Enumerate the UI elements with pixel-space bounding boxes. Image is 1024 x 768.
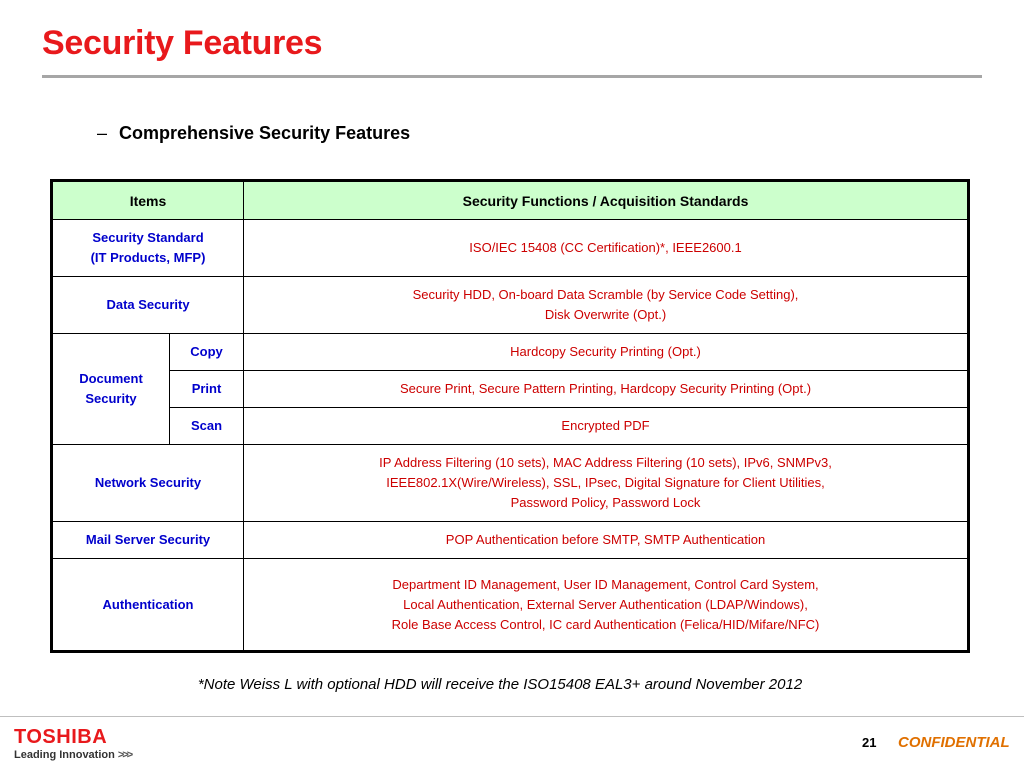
toshiba-logo	[14, 726, 154, 764]
table-row	[52, 220, 969, 277]
item-line: Mail Server Security	[85, 532, 211, 547]
item-line: Security	[85, 391, 137, 406]
item-document-security	[52, 334, 170, 445]
item-line: Authentication	[102, 596, 194, 612]
item-line: (IT Products, MFP)	[90, 250, 206, 265]
slide-title: Security Features	[42, 24, 323, 62]
title-divider	[42, 75, 982, 78]
item-line: Document	[79, 371, 143, 386]
item-authentication	[52, 559, 244, 652]
functions-security-standard	[244, 220, 969, 277]
function-line: Password Policy, Password Lock	[510, 495, 701, 510]
footnote: *Note Weiss L with optional HDD will receive the ISO15408 EAL3+ around November 2012	[197, 676, 803, 693]
item-security-standard	[52, 220, 244, 277]
table-row	[52, 334, 969, 371]
subitem-copy: Copy	[170, 334, 244, 371]
subitem-scan: Scan	[170, 408, 244, 445]
footer-divider	[0, 716, 1024, 717]
subitem-print: Print	[170, 371, 244, 408]
item-line: Data Security	[106, 297, 190, 312]
item-line: Security Standard	[92, 230, 204, 245]
table-row	[52, 408, 969, 445]
item-line: Network Security	[94, 475, 202, 490]
table-row	[52, 277, 969, 334]
functions-authentication	[244, 559, 969, 652]
functions-copy: Hardcopy Security Printing (Opt.)	[244, 334, 969, 371]
logo-tagline-text: Leading Innovation	[14, 749, 115, 761]
function-line: ISO/IEC 15408 (CC Certification)*, IEEE2600.1	[469, 240, 742, 255]
security-features-table	[50, 179, 970, 653]
logo-tagline	[14, 748, 154, 762]
header-functions: Security Functions / Acquisition Standards	[244, 181, 969, 220]
function-line: IEEE802.1X(Wire/Wireless), SSL, IPsec, Digital Signature for Client Utilities,	[386, 475, 825, 490]
chevrons-icon: >>>	[117, 749, 132, 761]
confidential-label: CONFIDENTIAL	[898, 734, 1010, 751]
function-line: Role Base Access Control, IC card Authentication (Felica/HID/Mifare/NFC)	[391, 616, 820, 632]
functions-mail-server-security	[244, 522, 969, 559]
function-line: IP Address Filtering (10 sets), MAC Address Filtering (10 sets), IPv6, SNMPv3,	[379, 455, 832, 470]
function-line: Security HDD, On-board Data Scramble (by Service Code Setting),	[412, 287, 799, 302]
function-line: Local Authentication, External Server Authentication (LDAP/Windows),	[403, 596, 808, 612]
bullet-text: Comprehensive Security Features	[119, 123, 411, 143]
functions-print: Secure Print, Secure Pattern Printing, Hardcopy Security Printing (Opt.)	[244, 371, 969, 408]
item-data-security	[52, 277, 244, 334]
table-header-row	[52, 181, 969, 220]
functions-data-security	[244, 277, 969, 334]
table-row	[52, 371, 969, 408]
bullet-heading	[97, 123, 410, 144]
table-row	[52, 559, 969, 652]
bullet-dash: –	[97, 123, 108, 143]
table-row	[52, 522, 969, 559]
header-items: Items	[52, 181, 244, 220]
functions-network-security	[244, 445, 969, 522]
table-row	[52, 445, 969, 522]
functions-scan: Encrypted PDF	[244, 408, 969, 445]
page-number: 21	[862, 735, 877, 750]
function-line: Disk Overwrite (Opt.)	[544, 307, 667, 322]
function-line: Department ID Management, User ID Management, Control Card System,	[392, 576, 819, 592]
item-network-security	[52, 445, 244, 522]
logo-wordmark: TOSHIBA	[14, 726, 108, 748]
function-line: POP Authentication before SMTP, SMTP Authentication	[445, 532, 766, 547]
item-mail-server-security	[52, 522, 244, 559]
